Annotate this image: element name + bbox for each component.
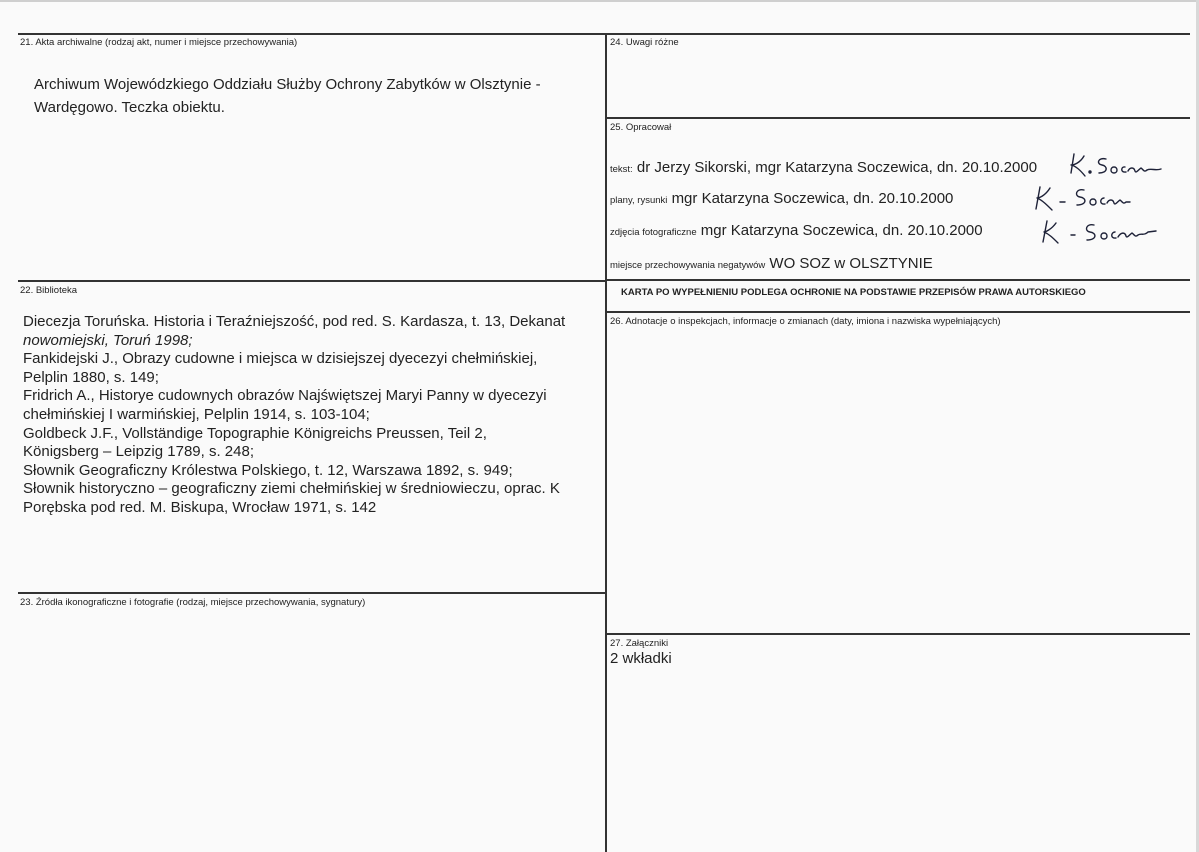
rule-21-22 [18,280,605,282]
signature-2 [1032,185,1132,213]
bibliography-list [23,313,608,518]
rule-notice-bottom [605,311,1190,313]
bibliography-line: chełmińskiej I warmińskiej, Pelplin 1914, s. 103-104; [23,405,370,423]
negatywy-prefix: miejsce przechowywania negatywów [610,260,766,271]
zdjecia-value: mgr Katarzyna Soczewica, dn. 20.10.2000 [700,222,983,239]
top-rule [18,33,1190,35]
bibliography-line: Königsberg – Leipzig 1789, s. 248; [23,443,254,461]
zdjecia-row [610,222,983,239]
copyright-notice: KARTA PO WYPEŁNIENIU PODLEGA OCHRONIE NA PODSTAWIE PRZEPISÓW PRAWA AUTORSKIEGO [621,287,1086,298]
negatywy-row [610,255,933,272]
section-23-label: 23. Źródła ikonograficzne i fotografie (rodzaj, miejsce przechowywania, sygnatury) [20,597,366,608]
bibliography-line: Porębska pod red. M. Biskupa, Wrocław 1971, s. 142 [23,498,377,516]
section-21-label: 21. Akta archiwalne (rodzaj akt, numer i miejsce przechowywania) [20,37,298,48]
rule-notice-top [605,279,1190,281]
rule-24-25 [605,117,1190,119]
section-21-line-1: Archiwum Wojewódzkiego Oddziału Służby Ochrony Zabytków w Olsztynie - [34,76,541,93]
zdjecia-prefix: zdjęcia fotograficzne [610,227,697,238]
plany-value: mgr Katarzyna Soczewica, dn. 20.10.2000 [671,190,954,207]
tekst-prefix: tekst: [610,164,633,175]
signature-3 [1038,217,1158,247]
bibliography-line: Pelplin 1880, s. 149; [23,368,159,386]
section-27-value: 2 wkładki [610,650,672,667]
section-24-label: 24. Uwagi różne [610,37,679,48]
signature-1 [1068,151,1164,179]
tekst-row [610,159,1037,176]
section-21-line-2: Wardęgowo. Teczka obiektu. [34,99,225,116]
section-26-label: 26. Adnotacje o inspekcjach, informacje o zmianach (daty, imiona i nazwiska wypełniających) [610,316,1001,327]
bibliography-line: Słownik historyczno – geograficzny ziemi chełmińskiej w średniowieczu, oprac. K [23,480,560,498]
bibliography-line: Goldbeck J.F., Vollständige Topographie Königreichs Preussen, Teil 2, [23,424,487,442]
negatywy-value: WO SOZ w OLSZTYNIE [769,255,933,272]
bibliography-line: nowomiejski, Toruń 1998; [23,331,193,349]
tekst-value: dr Jerzy Sikorski, mgr Katarzyna Soczewica, dn. 20.10.2000 [636,159,1038,176]
page-edge-top [0,0,1199,2]
plany-row [610,190,953,207]
bibliography-line: Fankidejski J., Obrazy cudowne i miejsca w dzisiejszej dyecezyi chełmińskiej, [23,350,538,368]
plany-prefix: plany, rysunki [610,195,668,206]
section-22-label: 22. Biblioteka [20,285,78,296]
bibliography-line: Fridrich A., Historye cudownych obrazów Najświętszej Maryi Panny w dyecezyi [23,387,547,405]
bibliography-line: Słownik Geograficzny Królestwa Polskiego, t. 12, Warszawa 1892, s. 949; [23,461,513,479]
rule-22-23 [18,592,605,594]
bibliography-line: Diecezja Toruńska. Historia i Teraźniejszość, pod red. S. Kardasza, t. 13, Dekanat [23,313,566,330]
section-25-label: 25. Opracował [610,122,672,133]
section-27-label: 27. Załączniki [610,638,669,649]
rule-26-27 [605,633,1190,635]
